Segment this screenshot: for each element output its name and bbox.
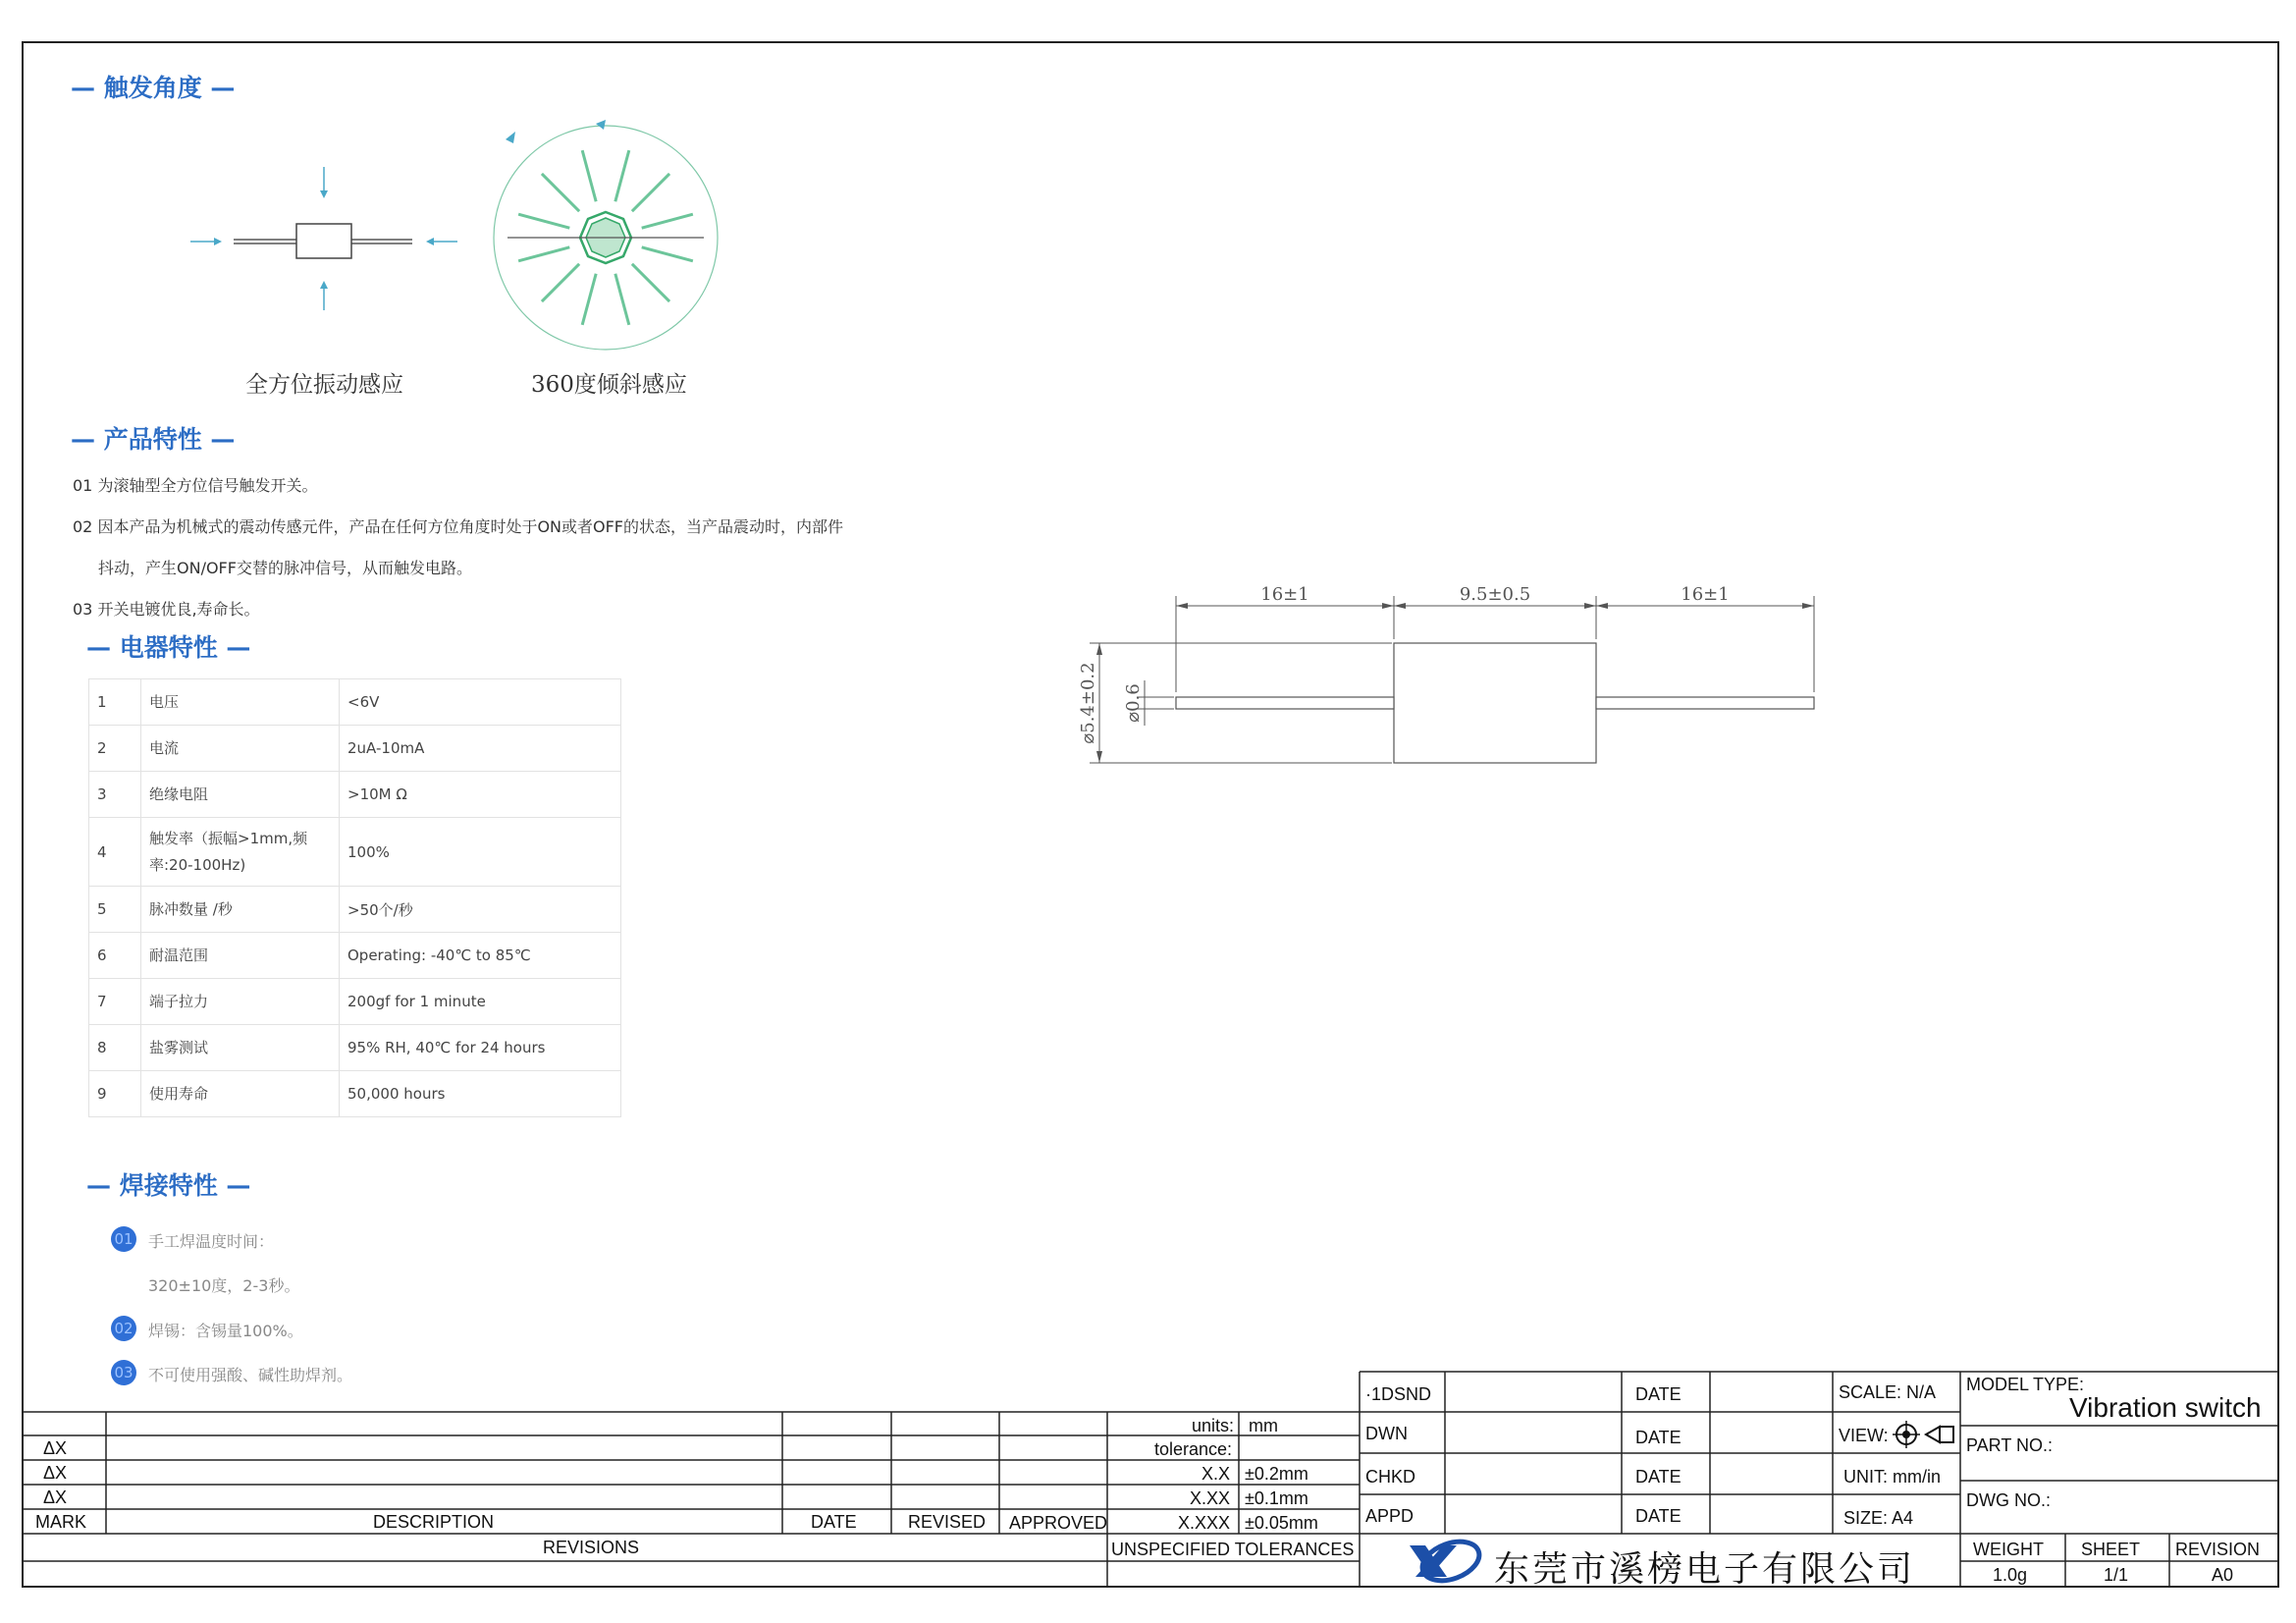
- date-2: DATE: [1635, 1428, 1682, 1447]
- table-row: [89, 979, 621, 1025]
- dsnd-label: ·1DSND: [1365, 1384, 1432, 1404]
- delta-x-3: ΔX: [43, 1488, 68, 1507]
- row-name: 盐雾测试: [141, 1025, 340, 1071]
- tilt-spoke: [582, 150, 596, 201]
- x-label: X.X: [1201, 1464, 1231, 1484]
- row-value: <6V: [340, 679, 621, 726]
- dim-pin-label: ⌀0.6: [1123, 683, 1144, 723]
- row-number: 3: [89, 772, 141, 818]
- row-number: 9: [89, 1071, 141, 1117]
- weight-label: WEIGHT: [1973, 1540, 2044, 1559]
- welding-item-2: 焊锡：含锡量100%。: [148, 1322, 303, 1340]
- tilt-spoke: [518, 247, 569, 261]
- x-value: ±0.2mm: [1245, 1464, 1308, 1484]
- welding-title: — 焊接特性 —: [86, 1171, 251, 1200]
- row-number: 6: [89, 933, 141, 979]
- company-name: 东莞市溪榜电子有限公司: [1494, 1549, 1916, 1590]
- welding-item-3: 不可使用强酸、碱性助焊剂。: [148, 1366, 353, 1384]
- trigger-title: — 触发角度 —: [71, 74, 236, 102]
- row-value: >50个/秒: [340, 887, 621, 933]
- welding-badge-3: 03: [111, 1360, 136, 1385]
- tilt-spoke: [542, 174, 579, 211]
- row-value: >10M Ω: [340, 772, 621, 818]
- tilt-spoke: [632, 264, 669, 301]
- table-row: [89, 887, 621, 933]
- row-value: 2uA-10mA: [340, 726, 621, 772]
- welding-item-1b: 320±10度，2-3秒。: [148, 1276, 300, 1295]
- electrical-table: [88, 678, 621, 1117]
- view-label: VIEW:: [1839, 1426, 1889, 1445]
- tilt-spoke: [615, 274, 629, 325]
- part-no-label: PART NO.:: [1966, 1435, 2054, 1455]
- approved-header: APPROVED: [1009, 1513, 1108, 1533]
- feature-item-1: 01 为滚轴型全方位信号触发开关。: [73, 476, 318, 495]
- date-1: DATE: [1635, 1384, 1682, 1404]
- table-row: [89, 1071, 621, 1117]
- row-name: 电流: [141, 726, 340, 772]
- revisions-header: REVISIONS: [543, 1538, 640, 1557]
- feature-item-2-cont: 抖动，产生ON/OFF交替的脉冲信号，从而触发电路。: [98, 559, 472, 577]
- table-row: [89, 679, 621, 726]
- units-value: mm: [1249, 1416, 1278, 1435]
- sheet-value: 1/1: [2104, 1565, 2129, 1585]
- date-3: DATE: [1635, 1467, 1682, 1487]
- size-label: SIZE: A4: [1843, 1508, 1914, 1528]
- row-name: 电压: [141, 679, 340, 726]
- dwn-label: DWN: [1365, 1424, 1408, 1443]
- omni-vibration-diagram: [177, 157, 471, 324]
- electrical-title: — 电器特性 —: [86, 633, 251, 662]
- caption-omni: 全方位振动感应: [245, 372, 403, 398]
- projection-symbol-icon: [1893, 1420, 1957, 1449]
- row-name: 耐温范围: [141, 933, 340, 979]
- row-value: Operating: -40℃ to 85℃: [340, 933, 621, 979]
- feature-item-3: 03 开关电镀优良,寿命长。: [73, 600, 260, 619]
- appd-label: APPD: [1365, 1506, 1415, 1526]
- units-label: units:: [1192, 1416, 1235, 1435]
- row-number: 4: [89, 818, 141, 887]
- row-name: 脉冲数量 /秒: [141, 887, 340, 933]
- tilt-spoke: [632, 174, 669, 211]
- row-number: 1: [89, 679, 141, 726]
- welding-badge-2: 02: [111, 1316, 136, 1341]
- description-header: DESCRIPTION: [373, 1512, 495, 1532]
- unit-label: UNIT: mm/in: [1843, 1467, 1941, 1487]
- delta-x-2: ΔX: [43, 1463, 68, 1483]
- row-number: 7: [89, 979, 141, 1025]
- row-number: 8: [89, 1025, 141, 1071]
- chkd-label: CHKD: [1365, 1467, 1416, 1487]
- table-row: [89, 818, 621, 887]
- xx-value: ±0.1mm: [1245, 1488, 1308, 1508]
- row-name: 触发率（振幅>1mm,频率:20-100Hz): [141, 818, 340, 887]
- company-logo: [1404, 1538, 1484, 1585]
- scale-label: SCALE: N/A: [1839, 1382, 1937, 1402]
- welding-item-1: 手工焊温度时间：: [148, 1232, 275, 1251]
- row-value: 95% RH, 40℃ for 24 hours: [340, 1025, 621, 1071]
- revised-header: REVISED: [908, 1512, 987, 1532]
- unspecified-tolerances: UNSPECIFIED TOLERANCES: [1111, 1540, 1355, 1559]
- tilt-spoke: [542, 264, 579, 301]
- feature-item-2: 02 因本产品为机械式的震动传感元件，产品在任何方位角度时处于ON或者OFF的状态，当产品震动时，内部件: [73, 517, 844, 536]
- row-value: 200gf for 1 minute: [340, 979, 621, 1025]
- dim-left-label: 16±1: [1260, 584, 1309, 605]
- welding-badge-1: 01: [111, 1226, 136, 1252]
- revision-value: A0: [2212, 1565, 2234, 1585]
- row-number: 5: [89, 887, 141, 933]
- date-header: DATE: [811, 1512, 857, 1532]
- weight-value: 1.0g: [1993, 1565, 2028, 1585]
- revision-label: REVISION: [2175, 1540, 2261, 1559]
- xxx-label: X.XXX: [1178, 1513, 1231, 1533]
- table-row: [89, 1025, 621, 1071]
- table-row: [89, 772, 621, 818]
- row-name: 使用寿命: [141, 1071, 340, 1117]
- caption-360: 360度倾斜感应: [531, 372, 687, 398]
- dwg-no-label: DWG NO.:: [1966, 1490, 2051, 1510]
- dimension-drawing: [1060, 574, 1826, 781]
- model-type-value: Vibration switch: [2069, 1392, 2262, 1423]
- tilt-spoke: [642, 214, 693, 228]
- dim-right-label: 16±1: [1681, 584, 1730, 605]
- row-name: 端子拉力: [141, 979, 340, 1025]
- row-value: 50,000 hours: [340, 1071, 621, 1117]
- table-row: [89, 933, 621, 979]
- model-type-label: MODEL TYPE:: [1966, 1375, 2085, 1394]
- tilt-spoke: [518, 214, 569, 228]
- delta-x-1: ΔX: [43, 1438, 68, 1458]
- mark-header: MARK: [35, 1512, 87, 1532]
- sheet-label: SHEET: [2081, 1540, 2141, 1559]
- row-name: 绝缘电阻: [141, 772, 340, 818]
- row-value: 100%: [340, 818, 621, 887]
- tolerance-label: tolerance:: [1154, 1439, 1233, 1459]
- tilt-spoke: [582, 274, 596, 325]
- dim-mid-label: 9.5±0.5: [1459, 584, 1531, 605]
- tilt-spoke: [615, 150, 629, 201]
- xxx-value: ±0.05mm: [1245, 1513, 1318, 1533]
- dim-diameter-label: ⌀5.4±0.2: [1078, 662, 1098, 744]
- xx-label: X.XX: [1190, 1488, 1231, 1508]
- features-title: — 产品特性 —: [71, 425, 236, 454]
- tilt-360-diagram: [486, 118, 726, 358]
- table-row: [89, 726, 621, 772]
- date-4: DATE: [1635, 1506, 1682, 1526]
- row-number: 2: [89, 726, 141, 772]
- tilt-spoke: [642, 247, 693, 261]
